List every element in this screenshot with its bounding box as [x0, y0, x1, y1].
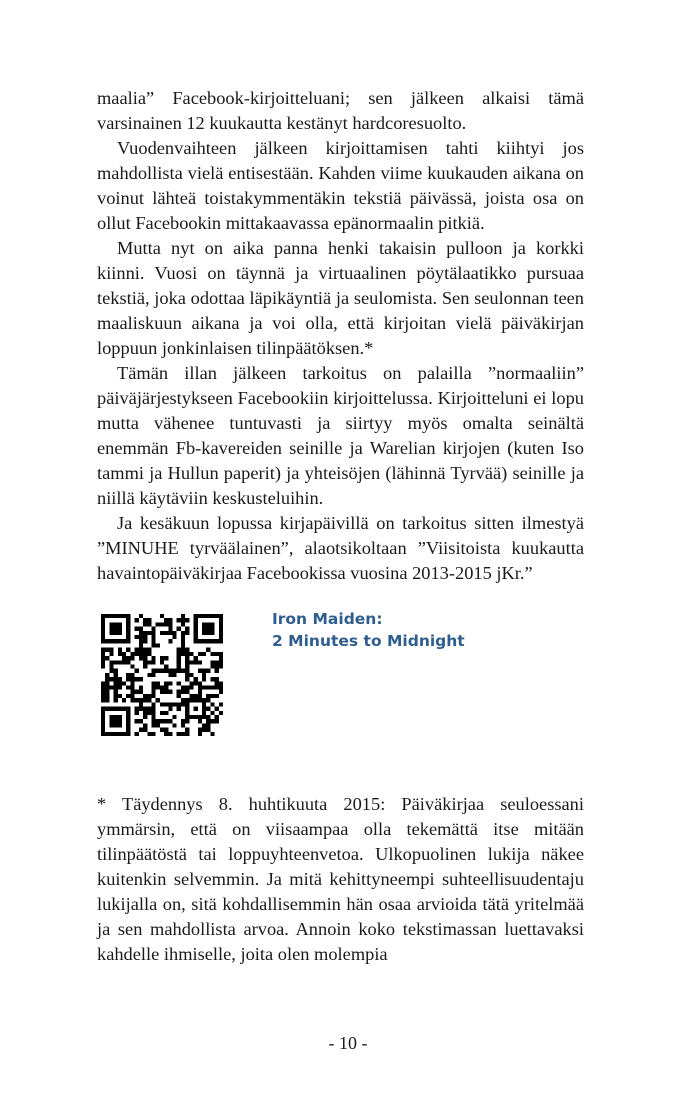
song-title: 2 Minutes to Midnight — [272, 632, 465, 650]
paragraph-3: Mutta nyt on aika panna henki takaisin pulloon ja korkki kiinni. Vuosi on täynnä ja virtuaalinen pöytälaatikko pursuaa tekstiä, joka odottaa läpikäyntiä ja seulomista. Sen seulonnan teen maaliskuun aikana ja voi olla, että kirjoitan vielä päiväkirjan loppuun jonkinlaisen tilinpäätöksen.* — [97, 238, 584, 358]
song-reference — [272, 608, 465, 652]
qr-code-icon[interactable] — [101, 614, 223, 736]
song-qr-section — [97, 602, 584, 792]
paragraph-5: Ja kesäkuun lopussa kirjapäivillä on tarkoitus sitten ilmestyä ”MINUHE tyrväälainen”, alaotsikoltaan ”Viisitoista kuukautta havaintopäiväkirjaa Facebookissa vuosina 2013-2015 jKr.” — [97, 513, 584, 583]
page-number: - 10 - — [328, 1033, 368, 1053]
song-artist: Iron Maiden: — [272, 610, 383, 628]
page-body — [97, 86, 584, 967]
footnote: * Täydennys 8. huhtikuuta 2015: Päiväkirjaa seuloessani ymmärsin, että on viisaampaa olla tekemättä itse mitään tilinpäätöstä tai loppuyhteenvetoa. Ulkopuolinen lukija näkee kuitenkin selvemmin. Ja mitä kehittyneempi suhteellisuudentaju lukijalla on, sitä kohdallisemmin hän osaa arvioida tätä yritelmää ja sen mahdollista arvoa. Annoin koko tekstimassan luettavaksi kahdelle ihmiselle, joita olen molempia — [97, 794, 584, 964]
paragraph-2: Vuodenvaihteen jälkeen kirjoittamisen tahti kiihtyi jos mahdollista vielä entisestään. Kahden viime kuukauden aikana on voinut lähteä toistakymmentäkin tekstiä päivässä, joista osa on ollut Facebookin mittakaavassa epänormaalin pitkiä. — [97, 138, 584, 233]
paragraph-1: maalia” Facebook-kirjoitteluani; sen jälkeen alkaisi tämä varsinainen 12 kuukautta kestänyt hardcoresuolto. — [97, 88, 584, 133]
paragraph-4: Tämän illan jälkeen tarkoitus on palailla ”normaaliin” päiväjärjestykseen Facebookiin kirjoittelussa. Kirjoitteluni ei lopu mutta vähenee tuntuvasti ja siirtyy myös omalta seinältä enemmän Fb-kavereiden seinille ja Warelian kirjojen (kuten Iso tammi ja Hullun paperit) ja yhteisöjen (lähinnä Tyrvää) seinille ja niillä käytäviin keskusteluihin. — [97, 363, 584, 508]
